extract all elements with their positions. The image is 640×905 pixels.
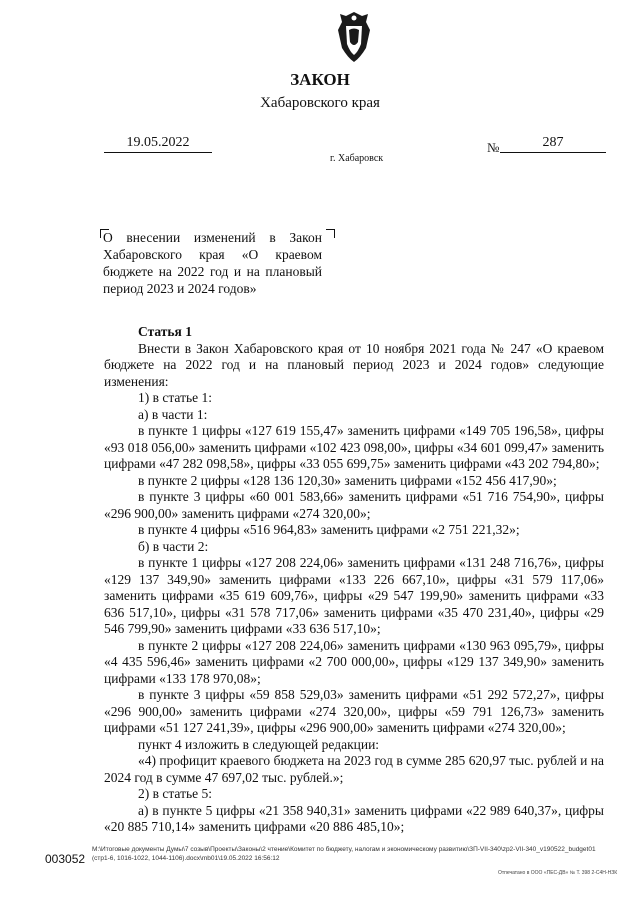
document-title: ЗАКОН [290, 70, 350, 89]
paragraph: в пункте 2 цифры «128 136 120,30» заменить цифрами «152 456 417,90»; [138, 472, 557, 488]
law-date: 19.05.2022 [104, 135, 212, 153]
paragraph: б) в части 2: [138, 538, 209, 554]
paragraph: а) в пункте 5 цифры «21 358 940,31» заменить цифрами «22 989 640,37», цифры «20 885 710,14» заменить цифрами «20 886 485,10»; [104, 802, 604, 834]
footer-print-note: Отпечатано в ООО «ПЕС-ДВ» № Т. 398 2-С4Н-НЗК [498, 870, 618, 876]
paragraph: 1) в статье 1: [138, 390, 212, 405]
footer-document-code: 003052 [45, 852, 86, 866]
number-sign: № [487, 140, 500, 155]
article-title: Статья 1 [138, 324, 192, 339]
paragraph: «4) профицит краевого бюджета на 2023 год в сумме 285 620,97 тыс. рублей и на 2024 год в сумме 47 697,02 тыс. рублей.»; [104, 753, 604, 785]
paragraph: в пункте 1 цифры «127 208 224,06» заменить цифрами «131 248 716,76», цифры «129 137 349,90» заменить цифрами «133 226 667,10», цифры «31 579 117,06» заменить цифрами «35 619 609,76», цифры «29 547 199,90» заменить цифрами «33 636 517,10», цифры «31 578 717,06» заменить цифрами «35 470 231,40», цифры «29 546 799,90» заменить цифрами «33 636 517,10»; [104, 555, 604, 636]
heading-corner-mark-right [326, 229, 335, 238]
law-heading: О внесении изменений в Закон Хабаровского края «О краевом бюджете на 2022 год и на плановый период 2023 и 2024 годов» [103, 230, 322, 296]
paragraph: в пункте 3 цифры «59 858 529,03» заменить цифрами «51 292 572,27», цифры «296 900,00» заменить цифрами «274 320,00», цифры «59 791 126,73» заменить цифрами «51 127 241,39», цифры «296 900,00» заменить цифрами «274 320,00»; [104, 687, 604, 735]
paragraph: пункт 4 изложить в следующей редакции: [138, 736, 380, 752]
coat-of-arms-emblem [332, 8, 376, 66]
paragraph: в пункте 4 цифры «516 964,83» заменить цифрами «2 751 221,32»; [138, 522, 520, 537]
document-subtitle: Хабаровского края [260, 95, 380, 111]
city-label: г. Хабаровск [330, 153, 384, 164]
paragraph: 2) в статье 5: [138, 786, 212, 801]
footer-file-path: M:\Итоговые документы Думы\7 созыв\Проекты\Законы\2 чтение\Комитет по бюджету, налогам и экономическому развитию\ЗП-VII-340\zp2-VII-340_v190522_budget01 (стр1-6, 1016-1022, 1044-1106).docx\mb01\19.05.2022 16:56:12 [92, 846, 596, 862]
paragraph: Внести в Закон Хабаровского края от 10 ноября 2021 года № 247 «О краевом бюджете на 2022 год и на плановый период 2023 и 2024 годов» следующие изменения: [104, 340, 604, 389]
paragraph: в пункте 1 цифры «127 619 155,47» заменить цифрами «149 705 196,58», цифры «93 018 056,00» заменить цифрами «102 423 098,00», цифры «34 601 099,47» заменить цифрами «47 282 098,58», цифры «33 055 699,75» заменить цифрами «43 202 794,80»; [104, 423, 604, 471]
paragraph: а) в части 1: [138, 406, 208, 422]
law-number: 287 [500, 135, 606, 153]
paragraph: в пункте 3 цифры «60 001 583,66» заменить цифрами «51 716 754,90», цифры «296 900,00» заменить цифрами «274 320,00»; [104, 489, 604, 521]
paragraph: в пункте 2 цифры «127 208 224,06» заменить цифрами «130 963 095,79», цифры «4 435 596,46» заменить цифрами «2 700 000,00», цифры «129 137 349,90» заменить цифрами «133 178 970,08»; [104, 637, 604, 686]
law-body [104, 324, 604, 836]
